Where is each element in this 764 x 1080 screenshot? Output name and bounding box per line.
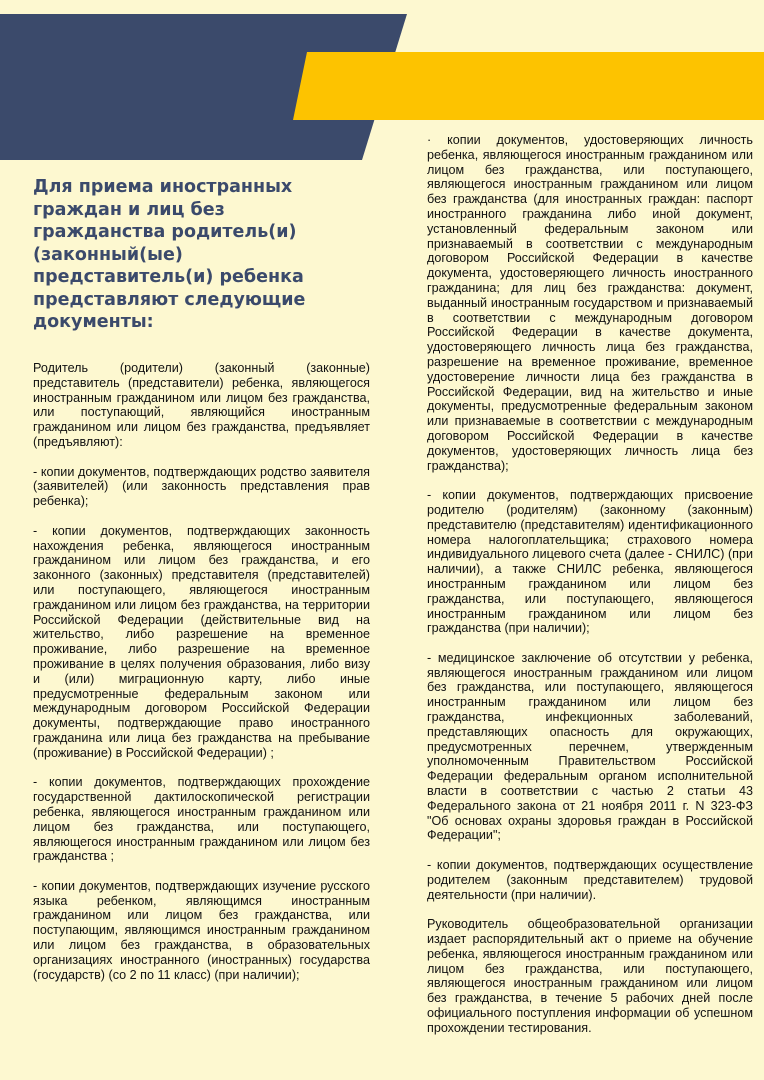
paragraph-intro: Родитель (родители) (законный (законные) представитель (представители) ребенка, являющегося иностранным гражданином или лицом без гражданства, или поступающий, являющийся иностранным гражданином или лицом без гражданства, предъявляет (предъявляют): (33, 361, 370, 449)
paragraph-legal-stay-docs: - копии документов, подтверждающих законность нахождения ребенка, являющегося иностранным гражданином или лицом без гражданства, и его законного (законных) представителя (представителей) или поступающего, являющегося иностранным гражданином или лицом без гражданства, на территории Российской Федерации (действительные вид на жительство, либо разрешение на временное проживание, либо разрешение на временное проживание в целях получения образования, либо визу и (или) миграционную карту, либо иные предусмотренные федеральным законом или международным договором Российской Федерации документы, подтверждающие право иностранного гражданина или лица без гражданства на пребывание (проживание) в Российской Федерации) ; (33, 523, 370, 760)
paragraph-russian-language-study: - копии документов, подтверждающих изучение русского языка ребенком, являющимся иностранным гражданином или лицом без гражданства, или поступающим, являющимся иностранным гражданином или лицом без гражданства, в образовательных организациях иностранного (иностранных) государства (государств) (со 2 по 11 класс) (при наличии); (33, 878, 370, 982)
right-column (427, 133, 753, 1050)
page-heading: Для приема иностранных граждан и лиц без гражданства родитель(и) (законный(ые) представитель(и) ребенка представляют следующие документы: (33, 177, 306, 332)
yellow-banner-shape (293, 52, 764, 120)
paragraph-employment-docs: - копии документов, подтверждающих осуществление родителем (законным представителем) трудовой деятельности (при наличии). (427, 858, 753, 902)
paragraph-medical-certificate: - медицинское заключение об отсутствии у ребенка, являющегося иностранным гражданином или лицом без гражданства, или поступающего, являющегося иностранным гражданином или лицом без гражданства, инфекционных заболеваний, представляющих опасность для окружающих, предусмотренных перечнем, утвержденным уполномоченным Правительством Российской Федерации федеральным органом исполнительной власти в соответствии с частью 2 статьи 43 Федерального закона от 21 ноября 2011 г. N 323-ФЗ "Об основах охраны здоровья граждан в Российской Федерации"; (427, 650, 753, 843)
paragraph-inn-snils: - копии документов, подтверждающих присвоение родителю (родителям) (законному (законным) представителю (представителям) идентификационного номера налогоплательщика; страхового номера индивидуального лицевого счета (далее - СНИЛС) (при наличии), а также СНИЛС ребенка, являющегося иностранным гражданином или лицом без гражданства, или поступающего, являющегося иностранным гражданином или лицом без гражданства (при наличии); (427, 488, 753, 636)
left-column (33, 361, 370, 997)
paragraph-fingerprint-registration: - копии документов, подтверждающих прохождение государственной дактилоскопической регистрации ребенка, являющегося иностранным гражданином или лицом без гражданства, или поступающего, являющегося иностранным гражданином или лицом без гражданства ; (33, 775, 370, 864)
paragraph-admission-order: Руководитель общеобразовательной организации издает распорядительный акт о приеме на обучение ребенка, являющегося иностранным гражданином или лицом без гражданства, или поступающего, являющегося иностранным гражданином или лицом без гражданства, в течение 5 рабочих дней после официального поступления информации об успешном прохождении тестирования. (427, 917, 753, 1035)
paragraph-kinship-docs: - копии документов, подтверждающих родство заявителя (заявителей) (или законность представления прав ребенка); (33, 464, 370, 509)
paragraph-identity-docs: · копии документов, удостоверяющих личность ребенка, являющегося иностранным гражданином или лицом без гражданства, или поступающего, являющегося иностранным гражданином или лицом без гражданства (для иностранных граждан: паспорт иностранного гражданина либо иной документ, установленный федеральным законом или признаваемый в соответствии с международным договором Российской Федерации в качестве документа, удостоверяющего личность иностранного гражданина; для лиц без гражданства: документ, выданный иностранным государством и признаваемый в соответствии с международным договором Российской Федерации в качестве документа, удостоверяющего личность лица без гражданства, разрешение на временное проживание, временное удостоверение личности лица без гражданства в Российской Федерации, вид на жительство и иные документы, предусмотренные федеральным законом или признаваемые в соответствии с международным договором Российской Федерации в качестве документов, удостоверяющих личность лица без гражданства); (427, 133, 753, 473)
